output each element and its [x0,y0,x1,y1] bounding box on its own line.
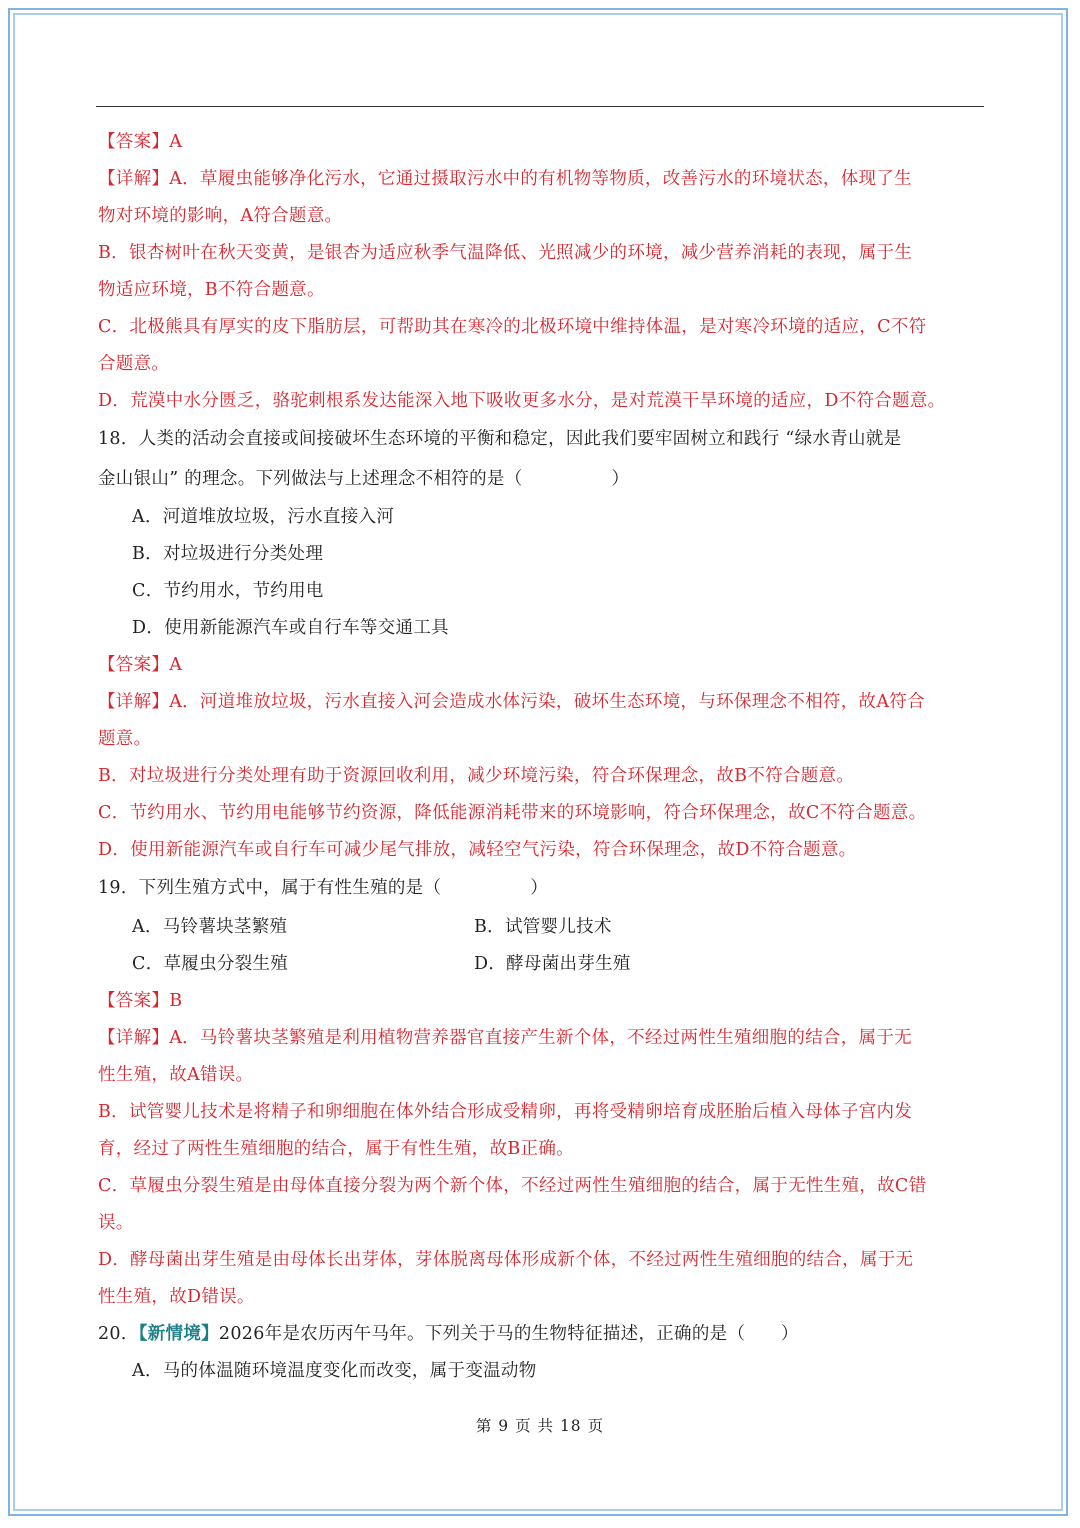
q19-option-d: D．酵母菌出芽生殖 [474,953,631,974]
q17-explain-line: D．荒漠中水分匮乏，骆驼刺根系发达能深入地下吸收更多水分，是对荒漠干旱环境的适应，D不符合题意。 [98,391,946,411]
q18-option-a: A．河道堆放垃圾，污水直接入河 [132,507,395,527]
q18-stem: 18．人类的活动会直接或间接破坏生态环境的平衡和稳定，因此我们要牢固树立和践行 “绿水青山就是 [98,429,902,449]
q19-options-row [98,909,988,946]
q19-options-row [98,946,988,983]
q20-new-context-tag: 【新情境】 [138,1323,219,1344]
q20-option-a: A．马的体温随环境温度变化而改变，属于变温动物 [132,1360,537,1381]
q18-explain-line: B．对垃圾进行分类处理有助于资源回收利用，减少环境污染，符合环保理念，故B不符合题意。 [98,766,855,786]
page-content [98,124,988,1390]
q18-explain-line: 题意。 [98,729,152,749]
q18-answer: 【答案】A [98,655,183,675]
q19-answer: 【答案】B [98,990,183,1011]
q19-explain-line: 育，经过了两性生殖细胞的结合，属于有性生殖，故B正确。 [98,1138,574,1159]
q18-option-b: B．对垃圾进行分类处理 [132,544,324,564]
q17-explain-line: B．银杏树叶在秋天变黄，是银杏为适应秋季气温降低、光照减少的环境，减少营养消耗的表现，属于生 [98,243,913,263]
q19-option-c: C．草履虫分裂生殖 [132,953,289,974]
q20-number: 20． [98,1323,139,1344]
q20-stem: 2026年是农历丙午马年。下列关于马的生物特征描述，正确的是（ ） [218,1323,799,1344]
q18-explain-line: D．使用新能源汽车或自行车可减少尾气排放，减轻空气污染，符合环保理念，故D不符合题意。 [98,840,857,860]
header-rule [96,106,984,107]
q17-answer: 【答案】A [98,132,183,152]
q18-explain-line: 【详解】A．河道堆放垃圾，污水直接入河会造成水体污染，破坏生态环境，与环保理念不相符，故A符合 [98,692,925,712]
q19-explain-line: 性生殖，故A错误。 [98,1064,254,1085]
q18-explain-line: C．节约用水、节约用电能够节约资源，降低能源消耗带来的环境影响，符合环保理念，故C不符合题意。 [98,803,927,823]
q17-explain-line: 【详解】A．草履虫能够净化污水，它通过摄取污水中的有机物等物质，改善污水的环境状态，体现了生 [98,169,912,189]
q19-explain-line: 误。 [98,1212,134,1233]
q19-stem: 19．下列生殖方式中，属于有性生殖的是（ ） [98,878,549,898]
q19-option-a: A．马铃薯块茎繁殖 [132,916,288,937]
q18-stem: 金山银山” 的理念。下列做法与上述理念不相符的是（ ） [98,468,630,489]
q17-explain-line: C．北极熊具有厚实的皮下脂肪层，可帮助其在寒冷的北极环境中维持体温，是对寒冷环境的适应，C不符 [98,317,927,337]
q17-explain-line: 物适应环境，B不符合题意。 [98,280,325,300]
page-number-footer: 第 9 页 共 18 页 [475,1417,605,1435]
q19-explain-line: C．草履虫分裂生殖是由母体直接分裂为两个新个体，不经过两性生殖细胞的结合，属于无性生殖，故C错 [98,1175,927,1196]
q19-explain-line: 性生殖，故D错误。 [98,1286,255,1307]
q20-stem-row [98,1316,988,1353]
q19-explain-line: 【详解】A．马铃薯块茎繁殖是利用植物营养器官直接产生新个体，不经过两性生殖细胞的结合，属于无 [98,1027,912,1048]
q19-explain-line: B．试管婴儿技术是将精子和卵细胞在体外结合形成受精卵，再将受精卵培育成胚胎后植入母体子宫内发 [98,1101,913,1122]
q19-explain-line: D．酵母菌出芽生殖是由母体长出芽体，芽体脱离母体形成新个体，不经过两性生殖细胞的结合，属于无 [98,1249,914,1270]
q19-option-b: B．试管婴儿技术 [474,916,612,937]
q17-explain-line: 物对环境的影响，A符合题意。 [98,206,343,226]
q18-option-d: D．使用新能源汽车或自行车等交通工具 [132,618,449,638]
q17-explain-line: 合题意。 [98,354,170,374]
q18-option-c: C．节约用水，节约用电 [132,581,324,601]
